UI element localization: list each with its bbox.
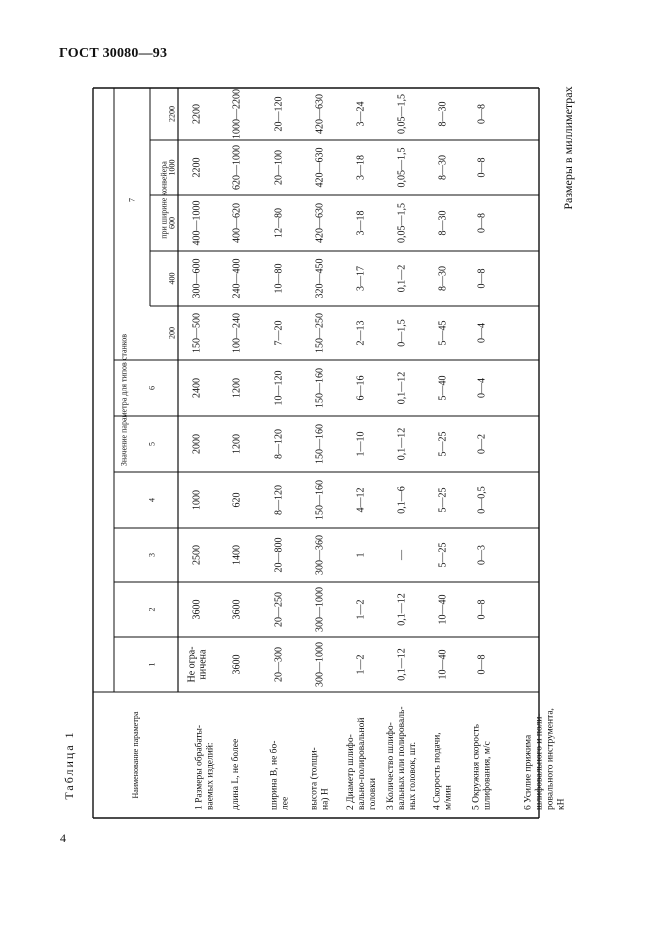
table-cell: 0—4 bbox=[476, 378, 488, 398]
column-label: 600 bbox=[167, 217, 177, 229]
table-cell: 2500 bbox=[191, 545, 203, 565]
table-cell: 0,05—1,5 bbox=[396, 147, 408, 188]
table-cell: 3600 bbox=[231, 654, 243, 675]
table-cell: 3—17 bbox=[355, 266, 367, 291]
table-cell: 300—1000 bbox=[314, 642, 326, 687]
column-label: 2200 bbox=[167, 106, 177, 122]
type-label: 7 bbox=[127, 198, 137, 202]
table-cell: 100—240 bbox=[231, 313, 243, 353]
parameter-name: 5 Окружная скорость bbox=[471, 724, 482, 810]
table-cell: 300—600 bbox=[191, 258, 203, 299]
parameter-name: длина L, не более bbox=[231, 738, 241, 810]
table-cell: 300—1000 bbox=[314, 587, 326, 632]
table-head bbox=[120, 106, 177, 798]
table-cell: 20—250 bbox=[273, 592, 285, 627]
table-cell: 8—30 bbox=[437, 155, 449, 180]
parameter-name: головки bbox=[368, 778, 378, 810]
table-cell: 420—630 bbox=[314, 203, 326, 243]
table-cell: 400—1000 bbox=[191, 200, 203, 246]
table-cell: 20—100 bbox=[273, 150, 285, 185]
table-cell: 0—8 bbox=[476, 213, 488, 233]
table-cell: 0—8 bbox=[476, 268, 488, 289]
table-cell: 0—8 bbox=[476, 654, 488, 675]
table-cell: 3—18 bbox=[355, 210, 367, 236]
table-cell: 240—400 bbox=[231, 258, 243, 299]
table-cell: 320—450 bbox=[314, 258, 326, 299]
column-label: 6 bbox=[147, 386, 157, 390]
table-cell: 10—120 bbox=[273, 370, 285, 406]
column-label: 200 bbox=[167, 327, 177, 339]
parameter-name: 2 Диаметр шлифо- bbox=[346, 734, 356, 810]
document-header: ГОСТ 30080—93 bbox=[59, 46, 168, 61]
parameter-name: 4 Скорость подачи, bbox=[432, 732, 443, 810]
table-cell: 0—3 bbox=[476, 545, 488, 565]
table-cell: 0,1—2 bbox=[396, 264, 408, 293]
table-cell: 20—300 bbox=[273, 647, 285, 682]
table-cell: 3600 bbox=[231, 599, 243, 620]
parameter-name: вальных или полироваль- bbox=[397, 706, 407, 810]
table-cell: 6—16 bbox=[355, 375, 367, 401]
table-cell: 2000 bbox=[191, 434, 203, 454]
parameter-name: ных головок, шт. bbox=[408, 741, 418, 810]
parameter-name: кН bbox=[556, 798, 567, 810]
column-label: 3 bbox=[147, 553, 157, 557]
column-label: 1 bbox=[147, 662, 157, 667]
table-cell: 1000—2200 bbox=[231, 89, 243, 139]
table-cell: 2400 bbox=[191, 378, 203, 398]
table-cell: 4—12 bbox=[355, 487, 367, 513]
value-cells bbox=[187, 89, 488, 687]
parameter-name: шлифования, м/с bbox=[482, 741, 493, 810]
table-cell: 150—500 bbox=[191, 313, 203, 353]
parameter-name: высота (толщи- bbox=[309, 747, 320, 810]
table-cell: 20—120 bbox=[273, 96, 285, 132]
table-cell: 8—120 bbox=[273, 429, 285, 459]
table-cell: 5—25 bbox=[437, 487, 449, 513]
page-number: 4 bbox=[60, 831, 66, 845]
table-cell: 0,05—1,5 bbox=[396, 94, 408, 134]
head-values-label: Значение параметра для типов станков bbox=[119, 333, 129, 467]
column-label: 5 bbox=[147, 442, 157, 446]
table-cell: 0—4 bbox=[476, 323, 488, 343]
table-cell: 1200 bbox=[231, 434, 243, 454]
parameter-name: шлифовального и поли- bbox=[534, 713, 545, 810]
table-cell: 0,1—6 bbox=[396, 486, 408, 514]
table-cell: 420—630 bbox=[314, 147, 326, 188]
table-cell: 1—10 bbox=[355, 431, 367, 457]
table-cell: 8—120 bbox=[273, 485, 285, 515]
parameter-name: 1 Размеры обрабаты- bbox=[194, 724, 205, 810]
table-cell: 150—250 bbox=[314, 313, 326, 353]
table-cell: 0,1—12 bbox=[396, 593, 408, 626]
table-cell: 0,05—1,5 bbox=[396, 203, 408, 243]
table-caption: Таблица 1 bbox=[62, 730, 76, 800]
table-cell: 2200 bbox=[191, 104, 203, 124]
column-label: 1000 bbox=[167, 159, 177, 176]
table-cell: 1400 bbox=[231, 545, 243, 565]
table-cell: 0,1—12 bbox=[396, 371, 408, 405]
table-cell: 1—2 bbox=[355, 599, 367, 620]
table-cell: 2200 bbox=[191, 157, 203, 178]
table-cell: 420—630 bbox=[314, 94, 326, 134]
table-cell: Не огра- bbox=[186, 646, 198, 683]
units-caption: Размеры в миллиметрах bbox=[561, 86, 575, 210]
parameter-name: вально-полировальной bbox=[357, 717, 367, 810]
table-cell: 0—0,5 bbox=[476, 486, 488, 514]
table-cell: 8—30 bbox=[437, 101, 449, 127]
column-label: 4 bbox=[147, 498, 157, 502]
table-cell: 400—620 bbox=[231, 203, 243, 243]
table-cell: 5—25 bbox=[437, 542, 449, 568]
table-cell: 300—360 bbox=[314, 535, 326, 575]
table-cell: 3600 bbox=[191, 599, 203, 620]
table-cell: 8—30 bbox=[437, 210, 449, 236]
table-cell: 1—2 bbox=[355, 654, 367, 675]
head-conveyor-label: при ширине конвейера bbox=[159, 161, 169, 239]
table-cell: 0,1—12 bbox=[396, 427, 408, 461]
table-cell: 10—40 bbox=[437, 649, 449, 680]
parameter-name: 6 Усилие прижима bbox=[523, 734, 534, 810]
table-cell: 150—160 bbox=[314, 480, 326, 520]
table-cell: 150—160 bbox=[314, 424, 326, 464]
table-cell: 0—1,5 bbox=[396, 319, 408, 347]
table-cell: 620—1000 bbox=[231, 145, 243, 190]
column-label: 400 bbox=[167, 272, 177, 285]
table-cell: 2—13 bbox=[355, 320, 367, 346]
table-cell: 3—24 bbox=[355, 101, 367, 127]
table-cell: 1200 bbox=[231, 378, 243, 398]
table-cell: 3—18 bbox=[355, 155, 367, 180]
table-cell: 20—800 bbox=[273, 537, 285, 573]
table-cell: 0—8 bbox=[476, 104, 488, 124]
table-cell: 12—80 bbox=[273, 208, 285, 238]
table-cell: 620 bbox=[231, 492, 243, 508]
parameter-name: 3 Количество шлифо- bbox=[386, 722, 396, 810]
table-cell: 0—2 bbox=[476, 434, 488, 454]
table-cell: 0—8 bbox=[476, 157, 488, 178]
table-cell: 0—8 bbox=[476, 599, 488, 620]
table-cell: 10—40 bbox=[437, 594, 449, 625]
table-cell: 5—25 bbox=[437, 431, 449, 457]
parameter-name: на) H bbox=[320, 788, 331, 810]
table-cell: — bbox=[396, 550, 408, 560]
column-label: 2 bbox=[147, 607, 157, 612]
table-cell: 1 bbox=[355, 552, 367, 558]
table-cell: 10—80 bbox=[273, 263, 285, 294]
parameter-name: ваемых изделий: bbox=[205, 742, 216, 810]
table-cell: 0,1—12 bbox=[396, 648, 408, 681]
parameter-column bbox=[194, 706, 567, 810]
table-cell: 1000 bbox=[191, 490, 203, 510]
head-param-label: Наименование параметра bbox=[131, 711, 140, 799]
table-cell: 5—40 bbox=[437, 375, 449, 401]
table-cell: 7—20 bbox=[273, 320, 285, 346]
parameter-name: ширина B, не бо- bbox=[269, 740, 280, 810]
parameter-name: ровального инструмента, bbox=[545, 708, 556, 810]
table-cell: 150—160 bbox=[314, 368, 326, 408]
table-cell: ничена bbox=[197, 649, 209, 680]
parameter-name: м/мин bbox=[443, 785, 454, 810]
parameter-name: лее bbox=[280, 796, 291, 810]
table-cell: 8—30 bbox=[437, 266, 449, 291]
table-cell: 5—45 bbox=[437, 320, 449, 346]
